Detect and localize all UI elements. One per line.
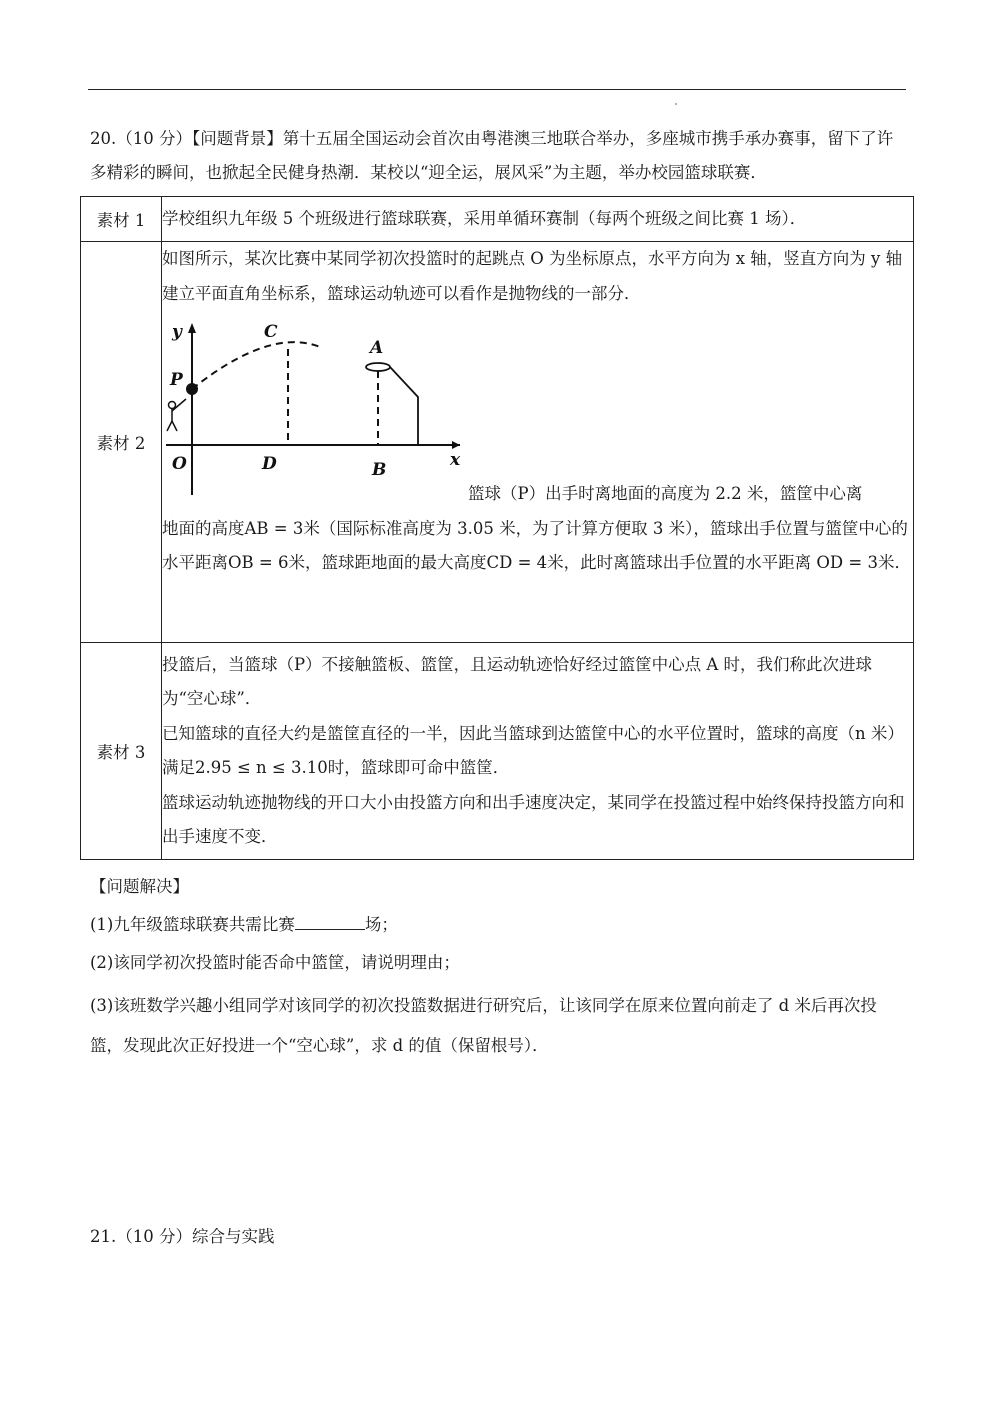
material-2-intro: 如图所示，某次比赛中某同学初次投篮时的起跳点 O 为坐标原点，水平方向为 x 轴，竖直方向为 y 轴建立平面直角坐标系，篮球运动轨迹可以看作是抛物线的一部分． — [162, 249, 903, 303]
hoop-rim — [366, 363, 390, 371]
answer-blank[interactable] — [295, 911, 365, 930]
material-1-text: 学校组织九年级 5 个班级进行篮球联赛，采用单循环赛制（每两个班级之间比赛 1 场）． — [162, 197, 914, 242]
label-c: C — [264, 322, 278, 342]
material-3-row — [81, 643, 914, 860]
label-o: O — [172, 454, 187, 474]
x-axis-arrow — [452, 441, 460, 449]
speck — [675, 103, 677, 105]
label-b: B — [372, 460, 387, 480]
question-3: (3)该班数学兴趣小组同学对该同学的初次投篮数据进行研究后，让该同学在原来位置向前走了 d 米后再次投篮，发现此次正好投进一个“空心球”，求 d 的值（保留根号）． — [90, 996, 877, 1055]
label-p: P — [170, 370, 183, 390]
hoop-stand — [390, 367, 418, 445]
problem-21-title: 21.（10 分）综合与实践 — [90, 1227, 275, 1246]
player-head — [169, 402, 176, 409]
material-2-caption: 篮球（P）出手时离地面的高度为 2.2 米，篮筐中心离 — [468, 484, 863, 503]
trajectory-figure — [160, 319, 470, 497]
trajectory-curve — [192, 342, 320, 389]
materials-table — [80, 196, 914, 860]
material-3-line-2: 已知篮球的直径大约是篮筐直径的一半，因此当篮球到达篮筐中心的水平位置时，篮球的高度（n 米）满足2.95 ≤ n ≤ 3.10时，篮球即可命中篮筐． — [162, 723, 904, 777]
header-rule — [88, 89, 906, 90]
material-2-details: 地面的高度AB = 3米（国际标准高度为 3.05 米，为了计算方便取 3 米），篮球出手位置与篮筐中心的水平距离OB = 6米，篮球距地面的最大高度CD = 4米，此时离篮球出手位置的水平距离 OD = 3米． — [162, 518, 911, 572]
problem-20-intro: 20.（10 分）【问题背景】第十五届全国运动会首次由粤港澳三地联合举办，多座城市携手承办赛事，留下了许多精彩的瞬间，也掀起全民健身热潮．某校以“迎全运，展风采”为主题，举办校园篮球联赛． — [90, 129, 894, 182]
material-3-line-1: 投篮后，当篮球（P）不接触篮板、篮筐，且运动轨迹恰好经过篮筐中心点 A 时，我们称此次进球为“空心球”． — [162, 654, 873, 708]
player-leg-left — [167, 421, 172, 431]
question-1 — [90, 908, 907, 942]
material-1-row — [81, 197, 914, 242]
ball-p — [186, 383, 198, 395]
material-2-row — [81, 242, 914, 643]
y-axis-arrow — [188, 323, 196, 333]
material-1-label: 素材 1 — [81, 197, 162, 242]
question-1-suffix: 场； — [364, 915, 398, 934]
question-2: (2)该同学初次投篮时能否命中篮筐，请说明理由； — [90, 953, 460, 972]
label-y: y — [172, 322, 182, 342]
player-arm — [172, 399, 186, 411]
solve-title: 【问题解决】 — [90, 877, 189, 896]
material-2-label: 素材 2 — [81, 242, 162, 643]
label-a: A — [370, 338, 384, 358]
label-x: x — [450, 450, 461, 470]
question-1-text: (1)九年级篮球联赛共需比赛 — [90, 915, 295, 934]
label-d: D — [262, 454, 277, 474]
player-leg-right — [172, 421, 177, 431]
material-3-label: 素材 3 — [81, 643, 162, 860]
material-3-line-3: 篮球运动轨迹抛物线的开口大小由投篮方向和出手速度决定，某同学在投篮过程中始终保持投篮方向和出手速度不变． — [162, 792, 905, 846]
